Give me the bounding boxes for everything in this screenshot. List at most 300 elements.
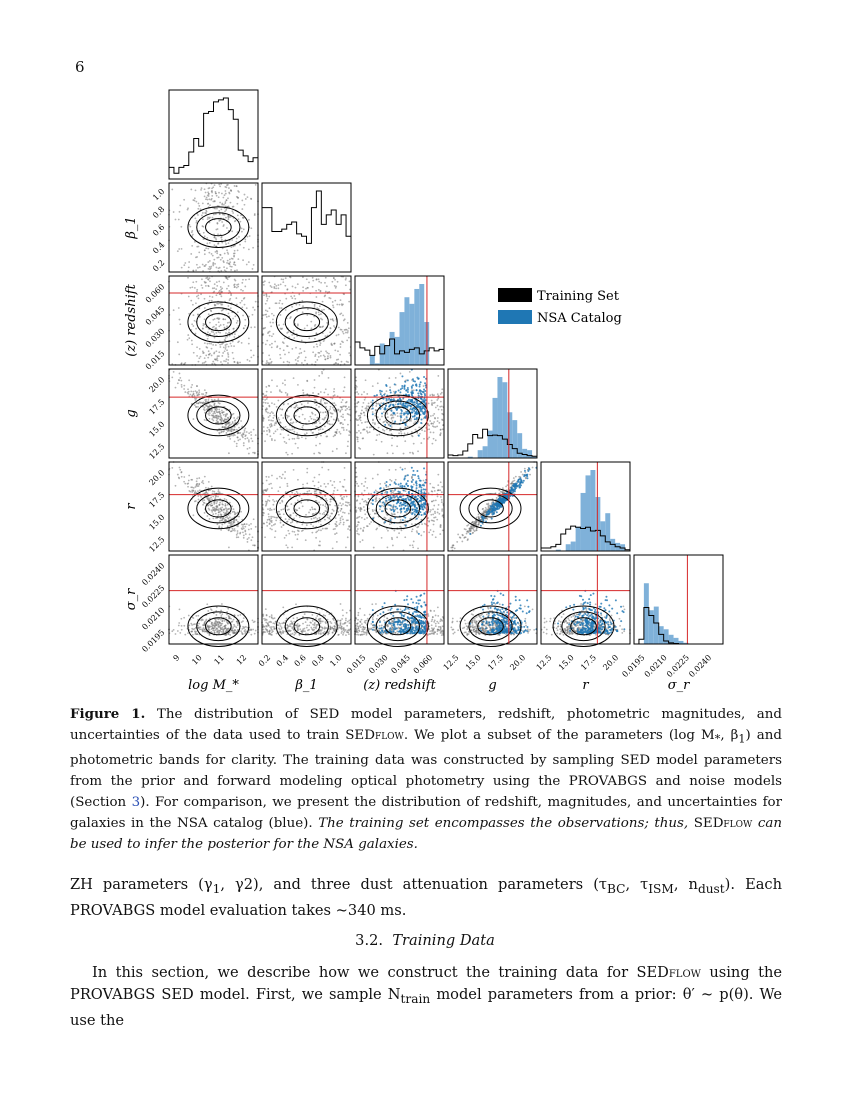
training-point bbox=[328, 291, 330, 293]
training-point bbox=[306, 482, 308, 484]
training-point bbox=[431, 423, 433, 425]
training-point bbox=[243, 537, 245, 539]
training-point bbox=[209, 266, 211, 268]
nsa-point bbox=[421, 504, 423, 506]
nsa-point bbox=[410, 391, 412, 393]
training-point bbox=[433, 421, 435, 423]
training-point bbox=[404, 536, 406, 538]
training-point bbox=[275, 530, 277, 532]
training-point bbox=[263, 294, 265, 296]
training-point bbox=[250, 434, 252, 436]
training-point bbox=[432, 415, 434, 417]
training-point bbox=[197, 214, 199, 216]
training-point bbox=[281, 303, 283, 305]
training-point bbox=[272, 516, 274, 518]
training-point bbox=[263, 492, 265, 494]
training-point bbox=[324, 514, 326, 516]
training-point bbox=[364, 399, 366, 401]
training-point bbox=[395, 377, 397, 379]
training-point bbox=[321, 309, 323, 311]
training-point bbox=[339, 313, 341, 315]
training-point bbox=[392, 491, 394, 493]
training-point bbox=[334, 394, 336, 396]
training-point bbox=[267, 412, 269, 414]
training-point bbox=[297, 357, 299, 359]
training-point bbox=[296, 432, 298, 434]
training-point bbox=[191, 323, 193, 325]
nsa-point bbox=[402, 519, 404, 521]
training-point bbox=[395, 479, 397, 481]
training-point bbox=[234, 185, 236, 187]
training-point bbox=[311, 507, 313, 509]
nsa-point bbox=[491, 518, 493, 520]
y-tick-label: 0.060 bbox=[143, 282, 167, 305]
training-point bbox=[223, 324, 225, 326]
nsa-point bbox=[381, 510, 383, 512]
training-point bbox=[220, 416, 222, 418]
training-point bbox=[181, 384, 183, 386]
training-point bbox=[440, 496, 442, 498]
training-point bbox=[173, 629, 175, 631]
training-point bbox=[197, 314, 199, 316]
training-point bbox=[177, 250, 179, 252]
training-point bbox=[280, 433, 282, 435]
training-point bbox=[243, 445, 245, 447]
y-axis-label: g bbox=[124, 409, 139, 418]
nsa-point bbox=[405, 390, 407, 392]
training-point bbox=[216, 281, 218, 283]
training-point bbox=[433, 413, 435, 415]
training-point bbox=[224, 211, 226, 213]
training-point bbox=[320, 428, 322, 430]
training-point bbox=[306, 472, 308, 474]
training-point bbox=[230, 202, 232, 204]
training-point bbox=[435, 516, 437, 518]
training-point bbox=[361, 492, 363, 494]
training-point bbox=[204, 249, 206, 251]
training-point bbox=[401, 529, 403, 531]
training-point bbox=[268, 483, 270, 485]
training-point bbox=[428, 436, 430, 438]
training-point bbox=[190, 479, 192, 481]
training-point bbox=[300, 408, 302, 410]
training-point bbox=[379, 419, 381, 421]
training-point bbox=[281, 526, 283, 528]
training-point bbox=[318, 420, 320, 422]
training-point bbox=[229, 424, 231, 426]
training-point bbox=[197, 490, 199, 492]
training-point bbox=[214, 415, 216, 417]
nsa-point bbox=[403, 478, 405, 480]
training-point bbox=[359, 541, 361, 543]
nsa-point bbox=[419, 390, 421, 392]
training-point bbox=[325, 411, 327, 413]
training-point bbox=[462, 535, 464, 537]
training-point bbox=[334, 523, 336, 525]
training-point bbox=[193, 352, 195, 354]
training-point bbox=[222, 318, 224, 320]
nsa-point bbox=[417, 475, 419, 477]
training-point bbox=[195, 302, 197, 304]
training-point bbox=[229, 261, 231, 263]
training-point bbox=[215, 191, 217, 193]
training-point bbox=[224, 269, 226, 271]
corner-panel bbox=[354, 369, 444, 458]
training-point bbox=[347, 332, 349, 334]
training-point bbox=[330, 412, 332, 414]
training-point bbox=[220, 421, 222, 423]
training-point bbox=[416, 530, 418, 532]
training-point bbox=[344, 467, 346, 469]
training-point bbox=[271, 525, 273, 527]
training-point bbox=[207, 413, 209, 415]
training-point bbox=[209, 198, 211, 200]
training-point bbox=[506, 484, 508, 486]
nsa-point bbox=[404, 475, 406, 477]
training-point bbox=[254, 453, 256, 455]
training-point bbox=[344, 329, 346, 331]
training-point bbox=[195, 328, 197, 330]
training-point bbox=[178, 307, 180, 309]
training-point bbox=[356, 526, 358, 528]
training-point bbox=[326, 415, 328, 417]
nsa-hist-bar bbox=[571, 542, 576, 551]
training-point bbox=[207, 261, 209, 263]
training-point bbox=[242, 290, 244, 292]
training-point bbox=[282, 279, 284, 281]
training-point bbox=[290, 277, 292, 279]
nsa-point bbox=[394, 392, 396, 394]
training-point bbox=[325, 498, 327, 500]
training-point bbox=[215, 332, 217, 334]
training-point bbox=[343, 486, 345, 488]
training-point bbox=[269, 362, 271, 364]
training-point bbox=[330, 480, 332, 482]
training-point bbox=[274, 424, 276, 426]
training-point bbox=[337, 281, 339, 283]
training-point bbox=[241, 434, 243, 436]
training-point bbox=[263, 490, 265, 492]
training-point bbox=[307, 308, 309, 310]
training-point bbox=[346, 329, 348, 331]
training-point bbox=[244, 438, 246, 440]
training-point bbox=[218, 489, 220, 491]
training-point bbox=[345, 406, 347, 408]
training-point bbox=[218, 321, 220, 323]
training-point bbox=[193, 418, 195, 420]
training-point bbox=[178, 219, 180, 221]
training-point bbox=[302, 484, 304, 486]
training-point bbox=[191, 395, 193, 397]
training-point bbox=[192, 281, 194, 283]
training-point bbox=[221, 239, 223, 241]
training-point bbox=[348, 352, 350, 354]
training-point bbox=[242, 436, 244, 438]
training-point bbox=[242, 524, 244, 526]
training-point bbox=[277, 417, 279, 419]
training-point bbox=[373, 454, 375, 456]
training-point bbox=[433, 438, 435, 440]
training-point bbox=[229, 332, 231, 334]
training-point bbox=[214, 201, 216, 203]
training-point bbox=[360, 510, 362, 512]
training-point bbox=[290, 515, 292, 517]
training-point bbox=[188, 475, 190, 477]
nsa-point bbox=[514, 490, 516, 492]
training-point bbox=[214, 352, 216, 354]
training-point bbox=[293, 518, 295, 520]
training-point bbox=[238, 516, 240, 518]
training-point bbox=[252, 307, 254, 309]
training-point bbox=[268, 296, 270, 298]
training-point bbox=[206, 277, 208, 279]
training-point bbox=[211, 499, 213, 501]
training-point bbox=[262, 514, 264, 516]
training-point bbox=[340, 495, 342, 497]
nsa-hist-bar bbox=[507, 412, 512, 458]
nsa-point bbox=[414, 418, 416, 420]
nsa-point bbox=[386, 398, 388, 400]
training-point bbox=[429, 511, 431, 513]
training-point bbox=[228, 242, 230, 244]
training-point bbox=[218, 331, 220, 333]
nsa-point bbox=[395, 483, 397, 485]
training-point bbox=[278, 511, 280, 513]
nsa-point bbox=[416, 487, 418, 489]
training-point bbox=[315, 419, 317, 421]
training-point bbox=[216, 252, 218, 254]
training-point bbox=[207, 191, 209, 193]
training-point bbox=[428, 425, 430, 427]
training-point bbox=[274, 283, 276, 285]
nsa-point bbox=[385, 405, 387, 407]
training-point bbox=[248, 248, 250, 250]
training-point bbox=[315, 354, 317, 356]
training-point bbox=[218, 192, 220, 194]
training-point bbox=[226, 249, 228, 251]
training-point bbox=[246, 523, 248, 525]
training-point bbox=[327, 394, 329, 396]
training-point bbox=[223, 509, 225, 511]
training-point bbox=[216, 357, 218, 359]
training-point bbox=[232, 341, 234, 343]
training-point bbox=[295, 347, 297, 349]
training-point bbox=[299, 353, 301, 355]
training-point bbox=[423, 438, 425, 440]
training-point bbox=[266, 501, 268, 503]
training-point bbox=[219, 202, 221, 204]
training-point bbox=[204, 235, 206, 237]
training-point bbox=[253, 354, 255, 356]
training-point bbox=[252, 268, 254, 270]
training-point bbox=[336, 448, 338, 450]
nsa-point bbox=[418, 490, 420, 492]
training-point bbox=[370, 521, 372, 523]
training-point bbox=[248, 278, 250, 280]
training-point bbox=[171, 467, 173, 469]
nsa-point bbox=[408, 491, 410, 493]
training-point bbox=[339, 523, 341, 525]
training-point bbox=[326, 436, 328, 438]
training-point bbox=[218, 303, 220, 305]
nsa-point bbox=[419, 403, 421, 405]
training-point bbox=[226, 267, 228, 269]
training-point bbox=[224, 214, 226, 216]
training-point bbox=[292, 429, 294, 431]
training-point bbox=[246, 307, 248, 309]
training-point bbox=[209, 204, 211, 206]
training-point bbox=[209, 295, 211, 297]
nsa-point bbox=[399, 403, 401, 405]
training-point bbox=[179, 211, 181, 213]
training-point bbox=[300, 502, 302, 504]
training-point bbox=[227, 436, 229, 438]
training-point bbox=[206, 237, 208, 239]
training-point bbox=[297, 479, 299, 481]
training-point bbox=[272, 333, 274, 335]
training-point bbox=[242, 279, 244, 281]
training-point bbox=[299, 304, 301, 306]
nsa-point bbox=[385, 484, 387, 486]
training-point bbox=[192, 234, 194, 236]
training-point bbox=[243, 535, 245, 537]
training-point bbox=[202, 328, 204, 330]
training-point bbox=[287, 485, 289, 487]
training-point bbox=[290, 429, 292, 431]
training-point bbox=[247, 359, 249, 361]
training-point bbox=[321, 326, 323, 328]
nsa-point bbox=[526, 477, 528, 479]
training-point bbox=[209, 300, 211, 302]
training-point bbox=[250, 539, 252, 541]
training-point bbox=[330, 318, 332, 320]
training-point bbox=[293, 431, 295, 433]
training-point bbox=[214, 304, 216, 306]
training-point bbox=[320, 524, 322, 526]
training-point bbox=[467, 539, 469, 541]
training-point bbox=[234, 528, 236, 530]
training-point bbox=[306, 314, 308, 316]
training-point bbox=[302, 389, 304, 391]
training-point bbox=[333, 306, 335, 308]
training-point bbox=[236, 238, 238, 240]
training-point bbox=[194, 399, 196, 401]
training-point bbox=[232, 523, 234, 525]
training-point bbox=[244, 435, 246, 437]
training-point bbox=[226, 288, 228, 290]
training-point bbox=[178, 477, 180, 479]
training-point bbox=[249, 534, 251, 536]
training-point bbox=[252, 536, 254, 538]
training-point bbox=[221, 418, 223, 420]
training-point bbox=[417, 516, 419, 518]
training-point bbox=[225, 217, 227, 219]
training-point bbox=[288, 362, 290, 364]
training-point bbox=[361, 422, 363, 424]
training-point bbox=[224, 418, 226, 420]
nsa-point bbox=[416, 418, 418, 420]
training-point bbox=[438, 422, 440, 424]
training-point bbox=[308, 337, 310, 339]
training-point bbox=[244, 325, 246, 327]
training-point bbox=[348, 327, 350, 329]
training-point bbox=[250, 349, 252, 351]
training-point bbox=[356, 391, 358, 393]
training-point bbox=[281, 409, 283, 411]
training-point bbox=[390, 492, 392, 494]
training-point bbox=[440, 401, 442, 403]
training-point bbox=[337, 363, 339, 365]
training-point bbox=[275, 430, 277, 432]
training-point bbox=[483, 510, 485, 512]
training-point bbox=[333, 435, 335, 437]
training-point bbox=[247, 437, 249, 439]
training-point bbox=[228, 508, 230, 510]
training-point bbox=[357, 485, 359, 487]
training-point bbox=[210, 496, 212, 498]
training-point bbox=[228, 346, 230, 348]
training-point bbox=[440, 432, 442, 434]
training-point bbox=[316, 518, 318, 520]
training-point bbox=[315, 311, 317, 313]
training-point bbox=[319, 344, 321, 346]
training-point bbox=[244, 241, 246, 243]
training-point bbox=[207, 199, 209, 201]
training-point bbox=[329, 331, 331, 333]
training-point bbox=[382, 421, 384, 423]
training-point bbox=[200, 208, 202, 210]
training-point bbox=[220, 619, 222, 621]
nsa-point bbox=[399, 391, 401, 393]
training-point bbox=[393, 513, 395, 515]
training-point bbox=[210, 266, 212, 268]
training-point bbox=[324, 358, 326, 360]
training-point bbox=[356, 476, 358, 478]
training-point bbox=[486, 503, 488, 505]
training-point bbox=[293, 295, 295, 297]
training-point bbox=[279, 502, 281, 504]
training-point bbox=[315, 332, 317, 334]
training-point bbox=[271, 439, 273, 441]
training-point bbox=[345, 277, 347, 279]
training-point bbox=[417, 450, 419, 452]
nsa-hist-bar bbox=[502, 382, 507, 458]
training-point bbox=[245, 533, 247, 535]
training-point bbox=[241, 528, 243, 530]
training-point bbox=[437, 375, 439, 377]
training-point bbox=[213, 291, 215, 293]
training-point bbox=[225, 193, 227, 195]
training-point bbox=[400, 419, 402, 421]
training-point bbox=[211, 363, 213, 365]
training-point bbox=[325, 486, 327, 488]
training-point bbox=[218, 514, 220, 516]
training-point bbox=[222, 411, 224, 413]
training-point bbox=[267, 298, 269, 300]
nsa-point bbox=[390, 490, 392, 492]
nsa-point bbox=[503, 501, 505, 503]
training-point bbox=[202, 325, 204, 327]
training-point bbox=[218, 402, 220, 404]
training-point bbox=[240, 511, 242, 513]
training-point bbox=[232, 528, 234, 530]
nsa-point bbox=[407, 413, 409, 415]
training-point bbox=[274, 536, 276, 538]
training-point bbox=[264, 395, 266, 397]
training-point bbox=[240, 420, 242, 422]
training-point bbox=[339, 411, 341, 413]
training-point bbox=[361, 406, 363, 408]
